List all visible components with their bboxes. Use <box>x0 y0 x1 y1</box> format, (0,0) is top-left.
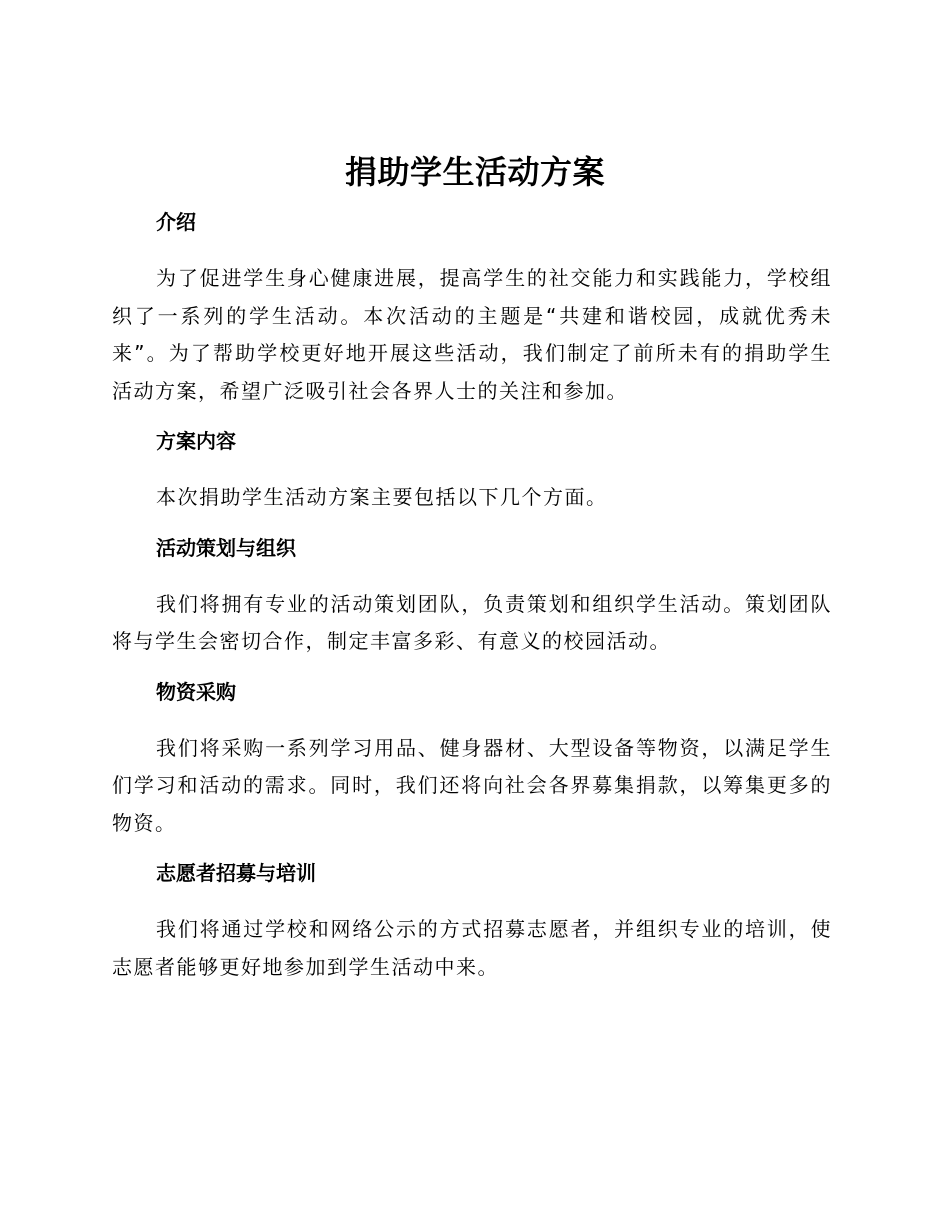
section-paragraph: 本次捐助学生活动方案主要包括以下几个方面。 <box>156 485 608 509</box>
section-activity-planning <box>112 531 832 675</box>
section-heading: 活动策划与组织 <box>156 535 296 560</box>
section-paragraph: 我们将拥有专业的活动策划团队，负责策划和组织学生活动。策划团队将与学生会密切合作，制定丰富多彩、有意义的校园活动。 <box>112 591 832 653</box>
section-volunteers <box>112 856 832 986</box>
section-intro <box>112 205 832 424</box>
section-heading: 方案内容 <box>156 429 236 453</box>
section-plan-content <box>112 424 832 531</box>
section-procurement <box>112 675 832 857</box>
document-title: 捐助学生活动方案 <box>344 153 605 191</box>
section-paragraph: 我们将通过学校和网络公示的方式招募志愿者，并组织专业的培训，使志愿者能够更好地参加到学生活动中来。 <box>112 917 832 979</box>
section-heading: 志愿者招募与培训 <box>156 861 316 885</box>
section-paragraph: 为了促进学生身心健康进展，提高学生的社交能力和实践能力，学校组织了一系列的学生活动。本次活动的主题是“共建和谐校园，成就优秀未来”。为了帮助学校更好地开展这些活动，我们制定了前所未有的捐助学生活动方案，希望广泛吸引社会各界人士的关注和参加。 <box>112 266 832 403</box>
document-body <box>112 205 832 986</box>
section-paragraph: 我们将采购一系列学习用品、健身器材、大型设备等物资，以满足学生们学习和活动的需求。同时，我们还将向社会各界募集捐款，以筹集更多的物资。 <box>112 735 832 835</box>
section-heading: 介绍 <box>156 210 196 234</box>
section-heading: 物资采购 <box>156 679 236 704</box>
